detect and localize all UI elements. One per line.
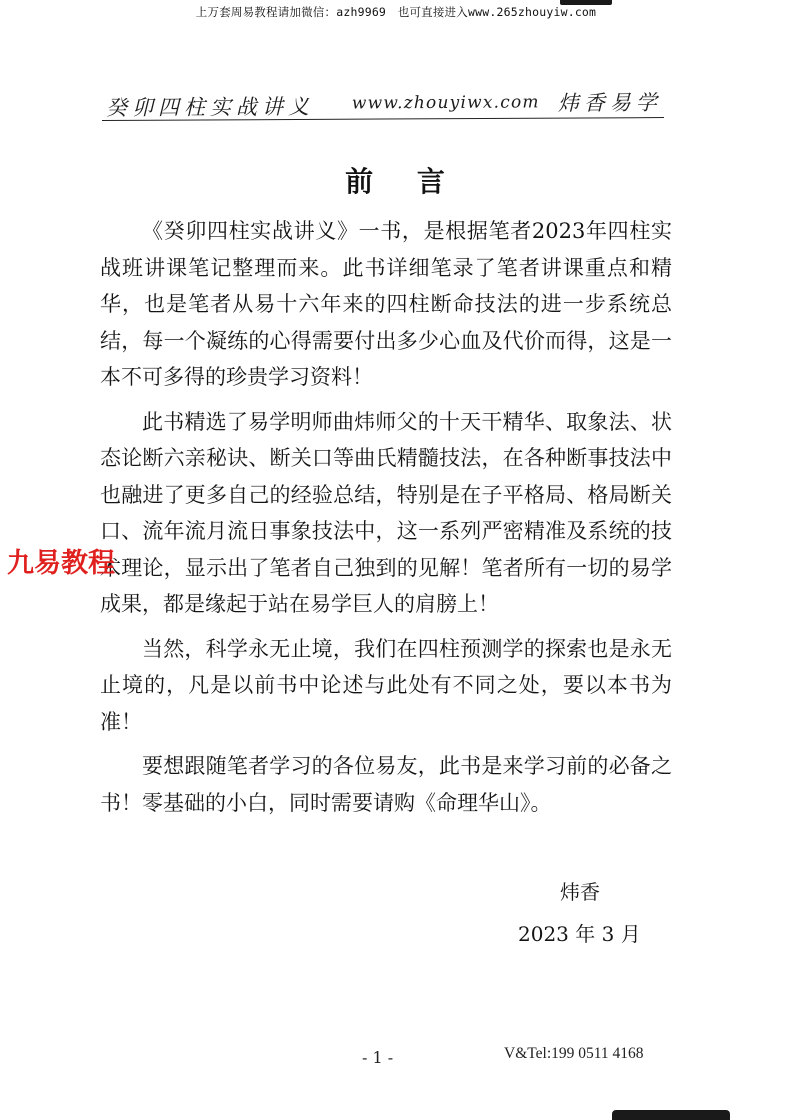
top-banner: 上万套周易教程请加微信：azh9969 也可直接进入www.265zhouyiw.com [195,5,597,19]
date: 2023 年 3 月 [518,922,641,946]
scan-mark [612,1110,730,1120]
paragraph: 《癸卯四柱实战讲义》一书，是根据笔者2023年四柱实战班讲课笔记整理而来。此书详细笔录了笔者讲课重点和精华，也是笔者从易十六年来的四柱断命技法的进一步系统总结，每一个凝练的心得需要付出多少心血及代价而得，这是一本不可多得的珍贵学习资料！ [100,219,672,389]
running-header-title: 癸卯四柱实战讲义 [105,94,314,121]
running-header-brand: 炜香易学 [557,90,662,116]
watermark-logo: 九易教程 [7,548,115,579]
paragraph: 要想跟随笔者学习的各位易友，此书是来学习前的必备之书！零基础的小白，同时需要请购《命理华山》。 [100,754,672,815]
paragraph: 当然，科学永无止境，我们在四柱预测学的探索也是永无止境的，凡是以前书中论述与此处有不同之处，要以本书为准！ [100,636,672,734]
page-number: - 1 - [362,1048,394,1067]
page-title: 前 言 [345,165,447,198]
contact-info: V&Tel:199 0511 4168 [504,1045,644,1062]
running-header-website: www.zhouyiwx.com [351,92,540,114]
author-signature: 炜香 [560,880,600,904]
preface-body [100,213,672,821]
paragraph: 此书精选了易学明师曲炜师父的十天干精华、取象法、状态论断六亲秘诀、断关口等曲氏精髓技法，在各种断事技法中也融进了更多自己的经验总结，特别是在子平格局、格局断关口、流年流月流日事象技法中，这一系列严密精准及系统的技术理论，显示出了笔者自己独到的见解！笔者所有一切的易学成果，都是缘起于站在易学巨人的肩膀上！ [100,409,672,616]
